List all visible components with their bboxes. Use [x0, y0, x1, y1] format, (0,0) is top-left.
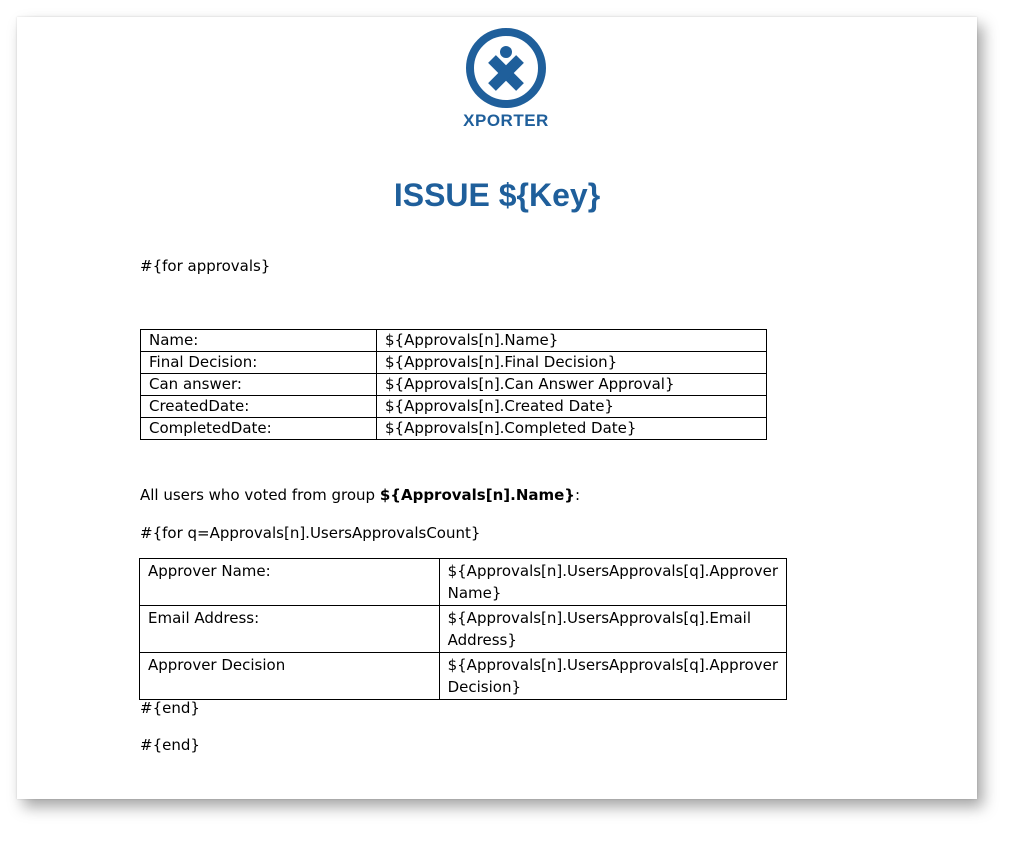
table-row — [140, 606, 787, 653]
table-cell-value: ${Approvals[n].Name} — [377, 330, 767, 352]
table-row — [141, 396, 767, 418]
table-cell-label: Approver Decision — [140, 653, 440, 700]
document-page — [17, 17, 977, 799]
xporter-logo — [451, 27, 561, 131]
table-row — [140, 653, 787, 700]
table-row — [141, 352, 767, 374]
approvals-table — [140, 329, 767, 440]
for-users-directive: #{for q=Approvals[n].UsersApprovalsCount} — [140, 524, 481, 542]
table-cell-label: Approver Name: — [140, 559, 440, 606]
table-cell-label: CompletedDate: — [141, 418, 377, 440]
table-cell-label: Final Decision: — [141, 352, 377, 374]
table-cell-value: ${Approvals[n].Created Date} — [377, 396, 767, 418]
table-cell-value: ${Approvals[n].Completed Date} — [377, 418, 767, 440]
table-cell-value: ${Approvals[n].UsersApprovals[q].Email Address} — [439, 606, 786, 653]
table-cell-label: Email Address: — [140, 606, 440, 653]
table-row — [140, 559, 787, 606]
end-outer-directive: #{end} — [140, 736, 200, 754]
voters-intro-prefix: All users who voted from group — [140, 486, 380, 504]
table-cell-label: Name: — [141, 330, 377, 352]
page-title: ISSUE ${Key} — [393, 177, 601, 213]
voters-intro-suffix: : — [574, 486, 581, 504]
table-cell-value: ${Approvals[n].Can Answer Approval} — [377, 374, 767, 396]
table-row — [141, 374, 767, 396]
table-cell-value: ${Approvals[n].UsersApprovals[q].Approver Decision} — [439, 653, 786, 700]
voters-intro-group: ${Approvals[n].Name} — [379, 486, 575, 504]
table-cell-label: CreatedDate: — [141, 396, 377, 418]
users-table — [139, 558, 787, 700]
xporter-logo-icon — [465, 27, 547, 109]
end-inner-directive: #{end} — [140, 699, 200, 717]
table-row — [141, 330, 767, 352]
table-row — [141, 418, 767, 440]
logo-text: XPORTER — [463, 111, 549, 130]
table-cell-value: ${Approvals[n].UsersApprovals[q].Approver Name} — [439, 559, 786, 606]
table-cell-value: ${Approvals[n].Final Decision} — [377, 352, 767, 374]
for-approvals-directive: #{for approvals} — [140, 257, 271, 275]
voters-intro — [140, 486, 580, 504]
table-cell-label: Can answer: — [141, 374, 377, 396]
